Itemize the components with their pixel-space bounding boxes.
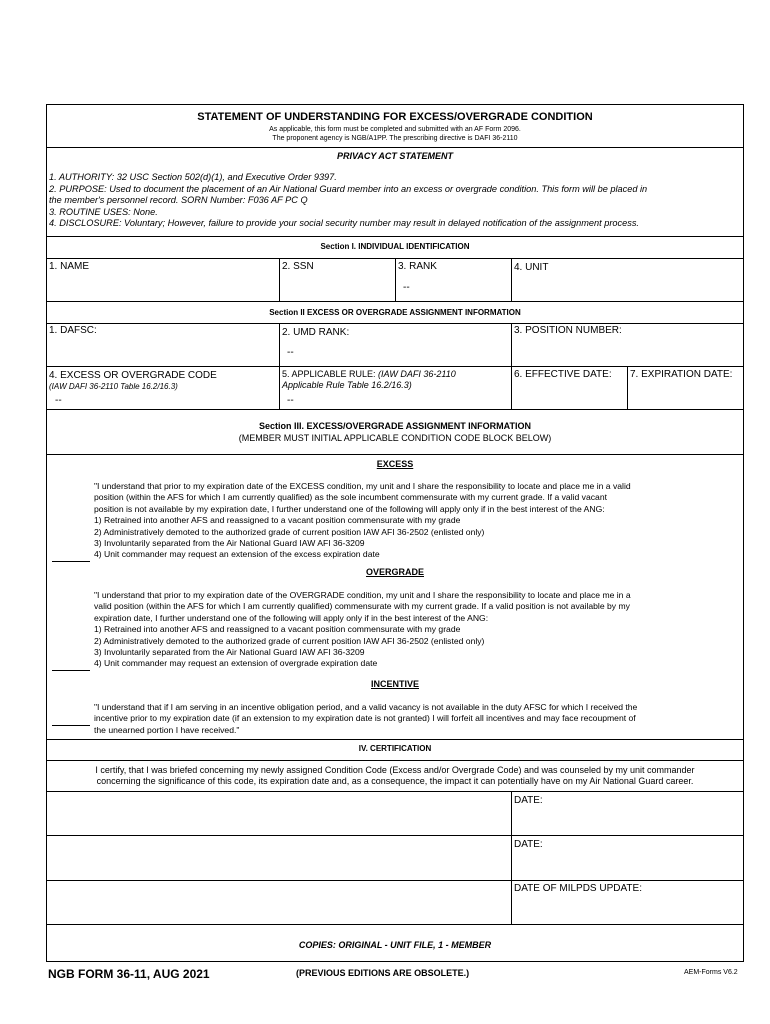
overgrade-title: OVERGRADE <box>365 567 424 577</box>
excess-line: 3) Involuntarily separated from the Air National Guard IAW AFI 36-3209 <box>94 538 365 549</box>
incentive-initials-field[interactable] <box>52 725 90 726</box>
incentive-statement <box>94 702 637 736</box>
overgrade-line: valid position (within the AFS for which I am currently qualified) commensurate with my current grade. If a valid position is not available by my <box>94 601 630 612</box>
rule-field[interactable]: -- <box>287 395 294 406</box>
umd-rank-label: 2. UMD RANK: <box>282 327 350 338</box>
form-title: STATEMENT OF UNDERSTANDING FOR EXCESS/OVERGRADE CONDITION <box>197 111 593 123</box>
excess-line: 4) Unit commander may request an extension of the excess expiration date <box>94 549 380 560</box>
form-frame <box>46 104 744 962</box>
unit-label: 4. UNIT <box>514 262 549 273</box>
privacy-title: PRIVACY ACT STATEMENT <box>336 151 453 161</box>
excess-line: position is not available by my expiration date, I further understand one of the following will apply only if in the best interest of the ANG: <box>94 503 605 514</box>
date1-label: DATE: <box>514 795 543 806</box>
code-field[interactable]: -- <box>55 395 62 406</box>
member-signature-field[interactable] <box>48 793 510 833</box>
form-subtitle: As applicable, this form must be completed and submitted with an AF Form 2096. <box>269 126 521 133</box>
certification-line: concerning the significance of this code, its expiration date and, as a consequence, the impact it can potentially have on my Air National Guard career. <box>96 776 694 786</box>
date2-field[interactable] <box>513 852 741 878</box>
privacy-line: 3. ROUTINE USES: None. <box>49 206 158 217</box>
divider <box>47 791 743 792</box>
excess-line: 2) Administratively demoted to the authorized grade of current position IAW AFI 36-2502 (enlisted only) <box>94 526 485 537</box>
position-number-field[interactable] <box>513 338 741 364</box>
section3-subtitle: (MEMBER MUST INITIAL APPLICABLE CONDITION CODE BLOCK BELOW) <box>238 433 552 443</box>
overgrade-line: 3) Involuntarily separated from the Air National Guard IAW AFI 36-3209 <box>94 647 365 658</box>
incentive-title: INCENTIVE <box>370 679 419 689</box>
rule-label-reference: (IAW DAFI 36-2110 <box>378 369 456 379</box>
excess-title: EXCESS <box>376 459 414 469</box>
code-label: 4. EXCESS OR OVERGRADE CODE <box>49 370 217 381</box>
copies-distribution: COPIES: ORIGINAL - UNIT FILE, 1 - MEMBER <box>298 940 492 950</box>
section1-title: Section I. INDIVIDUAL IDENTIFICATION <box>320 242 470 251</box>
section4-title: IV. CERTIFICATION <box>358 744 432 753</box>
form-proponent: The proponent agency is NGB/A1PP. The prescribing directive is DAFI 36-2110 <box>272 135 518 142</box>
rank-field[interactable]: -- <box>403 282 410 293</box>
milpds-date-label: DATE OF MILPDS UPDATE: <box>514 883 642 894</box>
divider <box>47 366 743 367</box>
overgrade-initials-field[interactable] <box>52 670 90 671</box>
overgrade-line: 4) Unit commander may request an extension of overgrade expiration date <box>94 658 378 669</box>
expiration-date-field[interactable] <box>629 382 741 407</box>
cell-border <box>511 258 512 301</box>
version-label: AEM-Forms V6.2 <box>684 969 738 976</box>
rank-label: 3. RANK <box>398 261 437 272</box>
cell-border <box>511 791 512 924</box>
privacy-line: 2. PURPOSE: Used to document the placement of an Air National Guard member into an excess or overgrade condition. This form will be placed in <box>49 183 648 194</box>
rule-sublabel: Applicable Rule Table 16.2/16.3) <box>282 380 412 390</box>
overgrade-line: 2) Administratively demoted to the authorized grade of current position IAW AFI 36-2502 (enlisted only) <box>94 635 485 646</box>
name-label: 1. NAME <box>49 261 90 272</box>
excess-statement <box>94 481 631 561</box>
divider <box>47 760 743 761</box>
divider <box>47 880 743 881</box>
overgrade-line: expiration date, I further understand one of the following will apply only if in the best interest of the ANG: <box>94 612 489 623</box>
divider <box>47 924 743 925</box>
umd-rank-field[interactable]: -- <box>287 347 294 358</box>
incentive-line: the unearned portion I have received." <box>94 724 240 735</box>
expiration-date-label: 7. EXPIRATION DATE: <box>630 369 733 380</box>
milpds-date-field[interactable] <box>513 896 741 922</box>
rule-label <box>282 369 456 380</box>
dafsc-field[interactable] <box>48 338 278 364</box>
certification-statement <box>47 765 743 787</box>
effective-date-label: 6. EFFECTIVE DATE: <box>514 369 612 380</box>
cell-border <box>627 366 628 409</box>
overgrade-line: "I understand that prior to my expiration date of the OVERGRADE condition, my unit and I share the responsibility to locate and place me in a <box>94 590 631 600</box>
position-number-label: 3. POSITION NUMBER: <box>514 325 622 336</box>
overgrade-line: 1) Retrained into another AFS and reassigned to a vacant position commensurate with my grade <box>94 624 461 635</box>
cell-border <box>279 258 280 301</box>
name-field[interactable] <box>48 273 278 299</box>
certification-line: I certify, that I was briefed concerning my newly assigned Condition Code (Excess and/or Overgrade Code) and was counseled by my unit commander <box>95 765 695 775</box>
commander-signature-field[interactable] <box>48 837 510 879</box>
divider <box>47 147 743 148</box>
overgrade-statement <box>94 590 631 670</box>
divider <box>47 409 743 410</box>
privacy-line: the member's personnel record. SORN Number: F036 AF PC Q <box>49 195 308 206</box>
excess-line: "I understand that prior to my expiration date of the EXCESS condition, my unit and I share the responsibility to locate and place me in a valid <box>94 481 631 491</box>
divider <box>47 835 743 836</box>
section3-title: Section III. EXCESS/OVERGRADE ASSIGNMENT INFORMATION <box>258 421 532 431</box>
divider <box>47 236 743 237</box>
form-number: NGB FORM 36-11, AUG 2021 <box>48 967 210 981</box>
incentive-line: "I understand that if I am serving in an incentive obligation period, and a valid vacancy is not available in the duty AFSC for which I received the <box>94 702 638 712</box>
excess-line: position (within the AFS for which I am currently qualified) as the sole incumbent commensurate with my current grade. If a valid vacant <box>94 492 607 503</box>
incentive-line: incentive prior to my expiration date (if an extension to my expiration date is not granted) I will forfeit all incentives and may face recoupment of <box>94 713 636 724</box>
excess-line: 1) Retrained into another AFS and reassigned to a vacant position commensurate with my grade <box>94 515 461 526</box>
editions-notice: (PREVIOUS EDITIONS ARE OBSOLETE.) <box>296 968 470 978</box>
excess-initials-field[interactable] <box>52 561 90 562</box>
divider <box>47 301 743 302</box>
date2-label: DATE: <box>514 839 543 850</box>
milpds-signature-field[interactable] <box>48 882 510 922</box>
divider <box>47 323 743 324</box>
date1-field[interactable] <box>513 808 741 834</box>
rule-label-text: 5. APPLICABLE RULE: <box>282 369 379 379</box>
cell-border <box>395 258 396 301</box>
dafsc-label: 1. DAFSC: <box>49 325 97 336</box>
divider <box>47 454 743 455</box>
code-sublabel: (IAW DAFI 36-2110 Table 16.2/16.3) <box>49 382 178 391</box>
privacy-line: 4. DISCLOSURE: Voluntary; However, failure to provide your social security number may result in delayed notification of the assignment process. <box>49 218 639 229</box>
ssn-field[interactable] <box>281 273 394 299</box>
privacy-line: 1. AUTHORITY: 32 USC Section 502(d)(1), and Executive Order 9397. <box>49 172 337 182</box>
ssn-label: 2. SSN <box>282 261 314 272</box>
effective-date-field[interactable] <box>513 382 625 407</box>
divider <box>47 739 743 740</box>
privacy-statement <box>49 172 647 230</box>
section2-title: Section II EXCESS OR OVERGRADE ASSIGNMENT INFORMATION <box>269 308 521 317</box>
unit-field[interactable] <box>513 275 741 299</box>
